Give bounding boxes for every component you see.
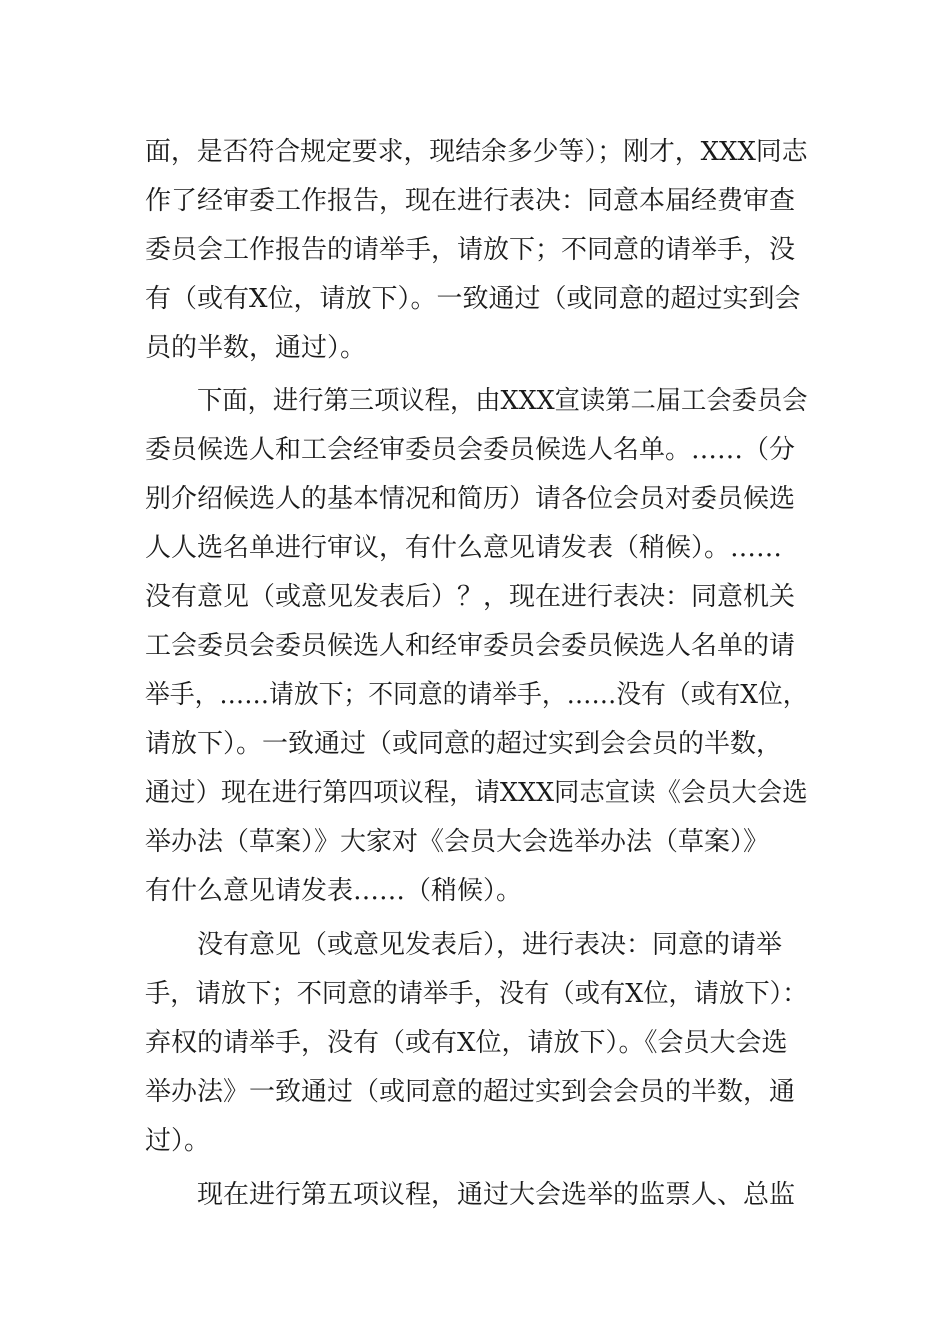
text-line: 委员会工作报告的请举手，请放下；不同意的请举手，没 xyxy=(145,235,796,265)
text-line: 作了经审委工作报告，现在进行表决：同意本届经费审查 xyxy=(145,186,796,216)
text-line: 下面，进行第三项议程，由XXX宣读第二届工会委员会 xyxy=(197,386,808,416)
text-line: 有什么意见请发表……（稍候）。 xyxy=(145,876,523,906)
text-line: 有（或有X位，请放下）。一致通过（或同意的超过实到会 xyxy=(145,284,801,314)
text-line: 现在进行第五项议程，通过大会选举的监票人、总监 xyxy=(197,1180,796,1210)
text-line: 员的半数，通过）。 xyxy=(145,333,367,363)
text-line: 举手，……请放下；不同意的请举手，……没有（或有X位， xyxy=(145,680,808,710)
text-line: 面，是否符合规定要求，现结余多少等）；刚才，XXX同志 xyxy=(145,137,808,167)
text-line: 举办法》一致通过（或同意的超过实到会会员的半数，通 xyxy=(145,1077,796,1107)
text-line: 别介绍候选人的基本情况和简历）请各位会员对委员候选 xyxy=(145,484,796,514)
text-line: 手，请放下；不同意的请举手，没有（或有X位，请放下）： xyxy=(145,979,808,1009)
text-line: 通过）现在进行第四项议程，请XXX同志宣读《会员大会选 xyxy=(145,778,808,808)
text-line: 工会委员会委员候选人和经审委员会委员候选人名单的请 xyxy=(145,631,796,661)
text-line: 请放下）。一致通过（或同意的超过实到会会员的半数， xyxy=(145,729,783,759)
text-line: 举办法（草案）》大家对《会员大会选举办法（草案）》 xyxy=(145,827,770,857)
text-line: 委员候选人和工会经审委员会委员候选人名单。……（分 xyxy=(145,435,796,465)
text-line: 没有意见（或意见发表后）？，现在进行表决：同意机关 xyxy=(145,582,796,612)
text-line: 弃权的请举手，没有（或有X位，请放下）。《会员大会选 xyxy=(145,1028,788,1058)
text-line: 没有意见（或意见发表后），进行表决：同意的请举 xyxy=(197,930,783,960)
text-line: 过）。 xyxy=(145,1126,211,1156)
text-line: 人人选名单进行审议，有什么意见请发表（稍候）。…… xyxy=(145,533,783,563)
